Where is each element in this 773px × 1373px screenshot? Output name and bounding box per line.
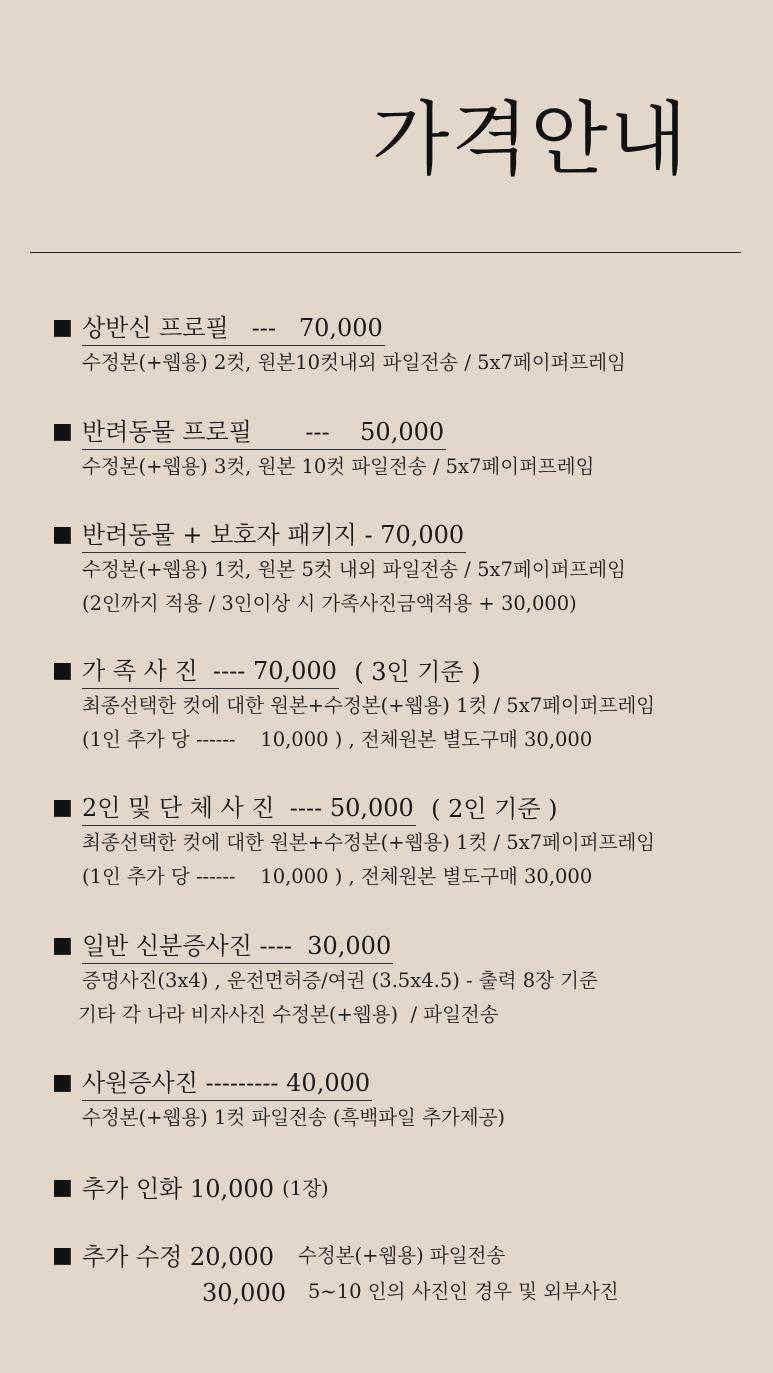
item-description: 수정본(+웹용) 1컷 파일전송 (흑백파일 추가제공) [82, 1106, 506, 1129]
square-bullet-icon: ■ [52, 933, 73, 958]
square-bullet-icon: ■ [52, 795, 73, 820]
item-description: 수정본(+웹용) 3컷, 원본 10컷 파일전송 / 5x7페이퍼프레임 [82, 455, 595, 478]
price-item-family-photo [52, 653, 742, 757]
price-item-upper-body-profile [52, 310, 742, 380]
item-heading: 반려동물 + 보호자 패키지 - 70,000 [82, 518, 466, 553]
item-heading: 2인 및 단 체 사 진 ---- 50,000 [82, 791, 416, 826]
price-item-id-photo [52, 928, 742, 1032]
price-item-pet-profile [52, 414, 742, 484]
item-description: 최종선택한 컷에 대한 원본+수정본(+웹용) 1컷 / 5x7페이퍼프레임 [82, 831, 656, 854]
item-description: 수정본(+웹용) 2컷, 원본10컷내외 파일전송 / 5x7페이퍼프레임 [82, 351, 626, 374]
item-description: 수정본(+웹용) 파일전송 [297, 1244, 506, 1267]
square-bullet-icon: ■ [52, 522, 73, 547]
square-bullet-icon: ■ [52, 1243, 73, 1268]
square-bullet-icon: ■ [52, 658, 73, 683]
item-description: (1인 추가 당 ------ 10,000 ) , 전체원본 별도구매 30,000 [82, 728, 593, 751]
item-heading: 사원증사진 --------- 40,000 [82, 1066, 372, 1101]
item-description: 증명사진(3x4) , 운전면허증/여권 (3.5x4.5) - 출력 8장 기준 [82, 969, 598, 992]
item-description: 수정본(+웹용) 1컷, 원본 5컷 내외 파일전송 / 5x7페이퍼프레임 [82, 558, 626, 581]
square-bullet-icon: ■ [52, 315, 73, 340]
item-description: 5~10 인의 사진인 경우 및 외부사진 [307, 1280, 619, 1303]
price-item-couple-group-photo [52, 790, 742, 894]
item-description: 최종선택한 컷에 대한 원본+수정본(+웹용) 1컷 / 5x7페이퍼프레임 [82, 694, 656, 717]
item-heading: 반려동물 프로필 --- 50,000 [82, 415, 446, 450]
item-heading-note: ( 2인 기준 ) [415, 795, 558, 823]
square-bullet-icon: ■ [52, 1070, 73, 1095]
page-title: 가격안내 [372, 93, 690, 186]
square-bullet-icon: ■ [52, 1175, 73, 1200]
price-item-employee-id-photo [52, 1065, 742, 1135]
item-heading: 상반신 프로필 --- 70,000 [82, 311, 385, 346]
price-item-pet-guardian-package [52, 517, 742, 621]
item-heading-note: (1장) [275, 1177, 329, 1200]
item-description: (1인 추가 당 ------ 10,000 ) , 전체원본 별도구매 30,000 [82, 865, 593, 888]
item-second-amount: 30,000 [202, 1279, 286, 1307]
item-heading-note: ( 3인 기준 ) [338, 658, 481, 686]
square-bullet-icon: ■ [52, 419, 73, 444]
item-description: 기타 각 나라 비자사진 수정본(+웹용) / 파일전송 [78, 1003, 499, 1026]
item-heading: 가 족 사 진 ---- 70,000 [82, 654, 339, 689]
title-divider [30, 252, 741, 253]
item-heading: 일반 신분증사진 ---- 30,000 [82, 929, 393, 964]
item-description: (2인까지 적용 / 3인이상 시 가족사진금액적용 + 30,000) [82, 592, 577, 615]
price-item-extra-print [52, 1170, 742, 1206]
price-item-extra-retouch [52, 1238, 742, 1310]
item-heading: 추가 수정 20,000 [82, 1243, 274, 1271]
item-heading: 추가 인화 10,000 [82, 1175, 274, 1203]
